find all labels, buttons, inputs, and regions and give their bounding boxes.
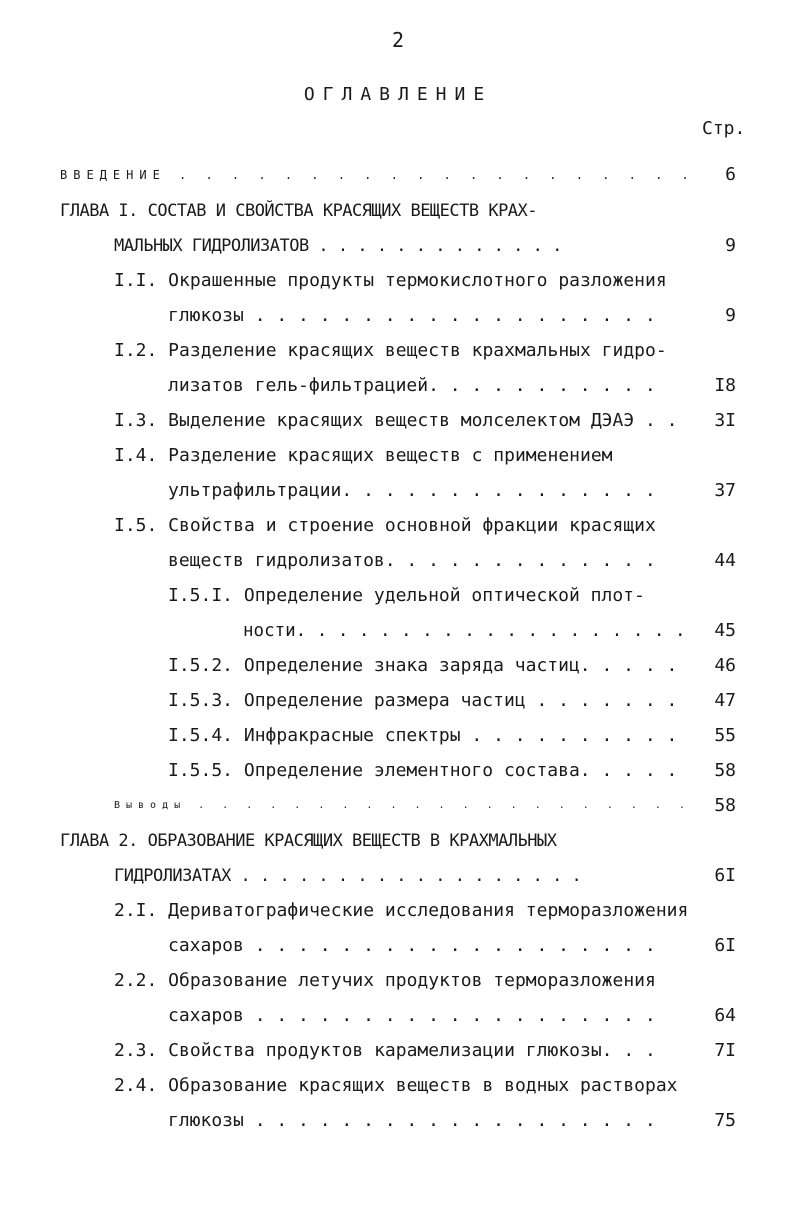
toc-entry-text: I.I. Окрашенные продукты термокислотного разложения [114,270,667,291]
toc-entry-text: I.5.I. Определение удельной оптической плот- [168,585,645,606]
toc-entry-text: ГЛАВА 2. ОБРАЗОВАНИЕ КРАСЯЩИХ ВЕЩЕСТВ В КРАХМАЛЬНЫХ [60,831,557,851]
toc-entry-text: I.5. Свойства и строение основной фракции красящих [114,515,656,536]
toc-entry-text: I.5.2. Определение знака заряда частиц. . . . . [168,655,678,676]
toc-entry-chapter-1-cont [0,231,796,261]
toc-entry-2-2-cont [0,1001,796,1031]
toc-entry-page: 9 [725,235,736,256]
toc-entry-page: 47 [714,690,736,711]
toc-entry-text: ГЛАВА I. СОСТАВ И СВОЙСТВА КРАСЯЩИХ ВЕЩЕСТВ КРАХ- [60,201,538,221]
toc-entry-1-4 [0,441,796,471]
toc-entry-text: Выводы . . . . . . . . . . . . . . . . . . . . . [114,800,691,811]
toc-entry-text: I.4. Разделение красящих веществ с применением [114,445,613,466]
toc-entry-introduction [0,160,796,190]
toc-entry-text: глюкозы . . . . . . . . . . . . . . . . . . . [168,1110,656,1131]
toc-entry-2-1-cont [0,931,796,961]
toc-entry-page: 9 [725,305,736,326]
toc-entry-page: 44 [714,550,736,571]
toc-entry-text: веществ гидролизатов. . . . . . . . . . . . . [168,550,656,571]
toc-entry-page: 6 [725,164,736,185]
toc-entry-page: 64 [714,1005,736,1026]
toc-entry-1-3 [0,406,796,436]
toc-entry-page: 6I [714,935,736,956]
toc-entry-text: 2.2. Образование летучих продуктов терморазложения [114,970,656,991]
toc-entry-2-3 [0,1036,796,1066]
toc-entry-chapter-2 [0,826,796,856]
toc-entry-page: I8 [714,375,736,396]
toc-entry-2-4 [0,1071,796,1101]
toc-entry-text: сахаров . . . . . . . . . . . . . . . . . . . [168,1005,656,1026]
toc-entry-1-2-cont [0,371,796,401]
toc-entry-1-5-2 [0,651,796,681]
toc-entry-text: I.5.4. Инфракрасные спектры . . . . . . . . . . [168,725,678,746]
toc-entry-page: 75 [714,1110,736,1131]
toc-entry-page: 58 [714,795,736,816]
toc-entry-text: I.5.3. Определение размера частиц . . . . . . . [168,690,678,711]
toc-entry-1-5 [0,511,796,541]
toc-entry-1-1-cont [0,301,796,331]
toc-entry-text: 2.3. Свойства продуктов карамелизации глюкозы. . . [114,1040,656,1061]
toc-entry-1-4-cont [0,476,796,506]
toc-entry-1-1 [0,266,796,296]
toc-entry-2-4-cont [0,1106,796,1136]
toc-entry-conclusions [0,791,796,821]
toc-entry-chapter-1 [0,196,796,226]
toc-entry-page: 6I [714,865,736,886]
toc-entry-page: 45 [714,620,736,641]
toc-entry-text: 2.4. Образование красящих веществ в водных растворах [114,1075,678,1096]
page-number: 2 [391,28,405,52]
page-column-label: Стр. [702,118,746,139]
page-title: ОГЛАВЛЕНИЕ [303,84,493,105]
toc-entry-text: 2.I. Дериватографические исследования терморазложения [114,900,689,921]
toc-entry-text: ультрафильтрации. . . . . . . . . . . . . . . [168,480,656,501]
toc-entry-1-5-3 [0,686,796,716]
toc-entry-text: I.2. Разделение красящих веществ крахмальных гидро- [114,340,667,361]
toc-entry-text: ВВЕДЕНИЕ . . . . . . . . . . . . . . . . . . . . [60,168,695,182]
toc-entry-chapter-2-cont [0,861,796,891]
toc-entry-1-2 [0,336,796,366]
toc-entry-1-5-5 [0,756,796,786]
toc-entry-text: I.3. Выделение красящих веществ молселектом ДЭАЭ . . [114,410,678,431]
toc-entry-2-1 [0,896,796,926]
toc-entry-2-2 [0,966,796,996]
toc-entry-1-5-cont [0,546,796,576]
toc-entry-1-5-4 [0,721,796,751]
toc-entry-1-5-1 [0,581,796,611]
toc-entry-text: глюкозы . . . . . . . . . . . . . . . . . . . [168,305,656,326]
toc-entry-text: ГИДРОЛИЗАТАХ . . . . . . . . . . . . . . . . . . [114,866,582,886]
toc-entry-page: 55 [714,725,736,746]
toc-entry-text: I.5.5. Определение элементного состава. . . . . [168,760,678,781]
toc-entry-page: 58 [714,760,736,781]
toc-entry-page: 3I [714,410,736,431]
toc-entry-1-5-1-cont [0,616,796,646]
toc-entry-text: сахаров . . . . . . . . . . . . . . . . . . . [168,935,656,956]
toc-entry-page: 7I [714,1040,736,1061]
toc-entry-text: лизатов гель-фильтрацией. . . . . . . . . . . [168,375,656,396]
toc-entry-text: ности. . . . . . . . . . . . . . . . . . . [243,621,686,641]
toc-entry-page: 46 [714,655,736,676]
toc-entry-text: МАЛЬНЫХ ГИДРОЛИЗАТОВ . . . . . . . . . . . . . [114,236,562,256]
toc-entry-page: 37 [714,480,736,501]
